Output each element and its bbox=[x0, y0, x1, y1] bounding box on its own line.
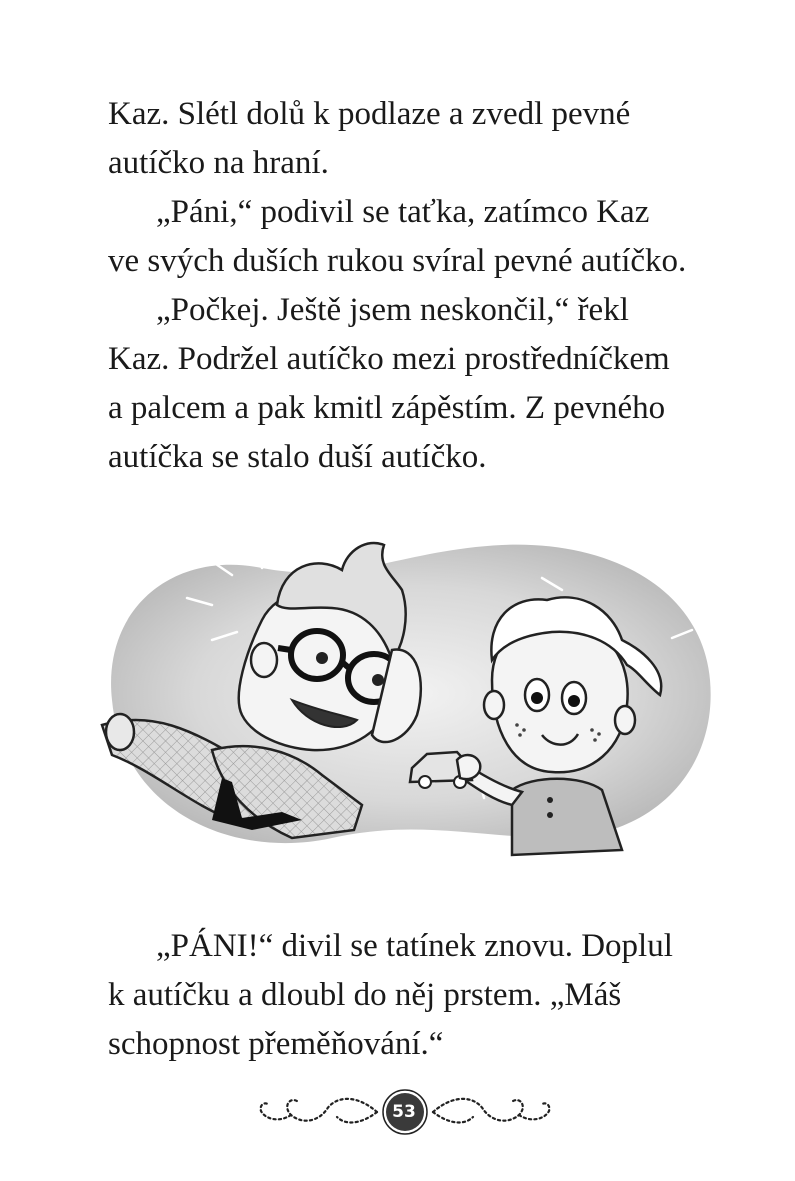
text-line: „Počkej. Ještě jsem neskončil,“ řekl bbox=[156, 292, 629, 328]
text-line: ve svých duších rukou svíral pevné autíčko. bbox=[108, 243, 687, 279]
text-line: „PÁNI!“ divil se tatínek znovu. Doplul bbox=[156, 928, 673, 964]
text-line: k autíčku a dloubl do něj prstem. „Máš bbox=[108, 977, 622, 1013]
page-number: 53 bbox=[392, 1102, 416, 1122]
text-line: „Páni,“ podivil se taťka, zatímco Kaz bbox=[156, 194, 650, 230]
text-line: Kaz. Slétl dolů k podlaze a zvedl pevné bbox=[108, 96, 631, 132]
text-line: schopnost přeměňování.“ bbox=[108, 1026, 444, 1062]
body-text-top bbox=[108, 90, 708, 482]
text-line: autíčka se stalo duší autíčko. bbox=[108, 439, 487, 475]
text-line: a palcem a pak kmitl zápěstím. Z pevného bbox=[108, 390, 666, 426]
body-text-bottom bbox=[108, 922, 708, 1069]
page-number-ornament bbox=[255, 1085, 555, 1139]
illustration bbox=[92, 520, 720, 868]
text-line: Kaz. Podržel autíčko mezi prostředníčkem bbox=[108, 341, 670, 377]
text-line: autíčko na hraní. bbox=[108, 145, 329, 181]
